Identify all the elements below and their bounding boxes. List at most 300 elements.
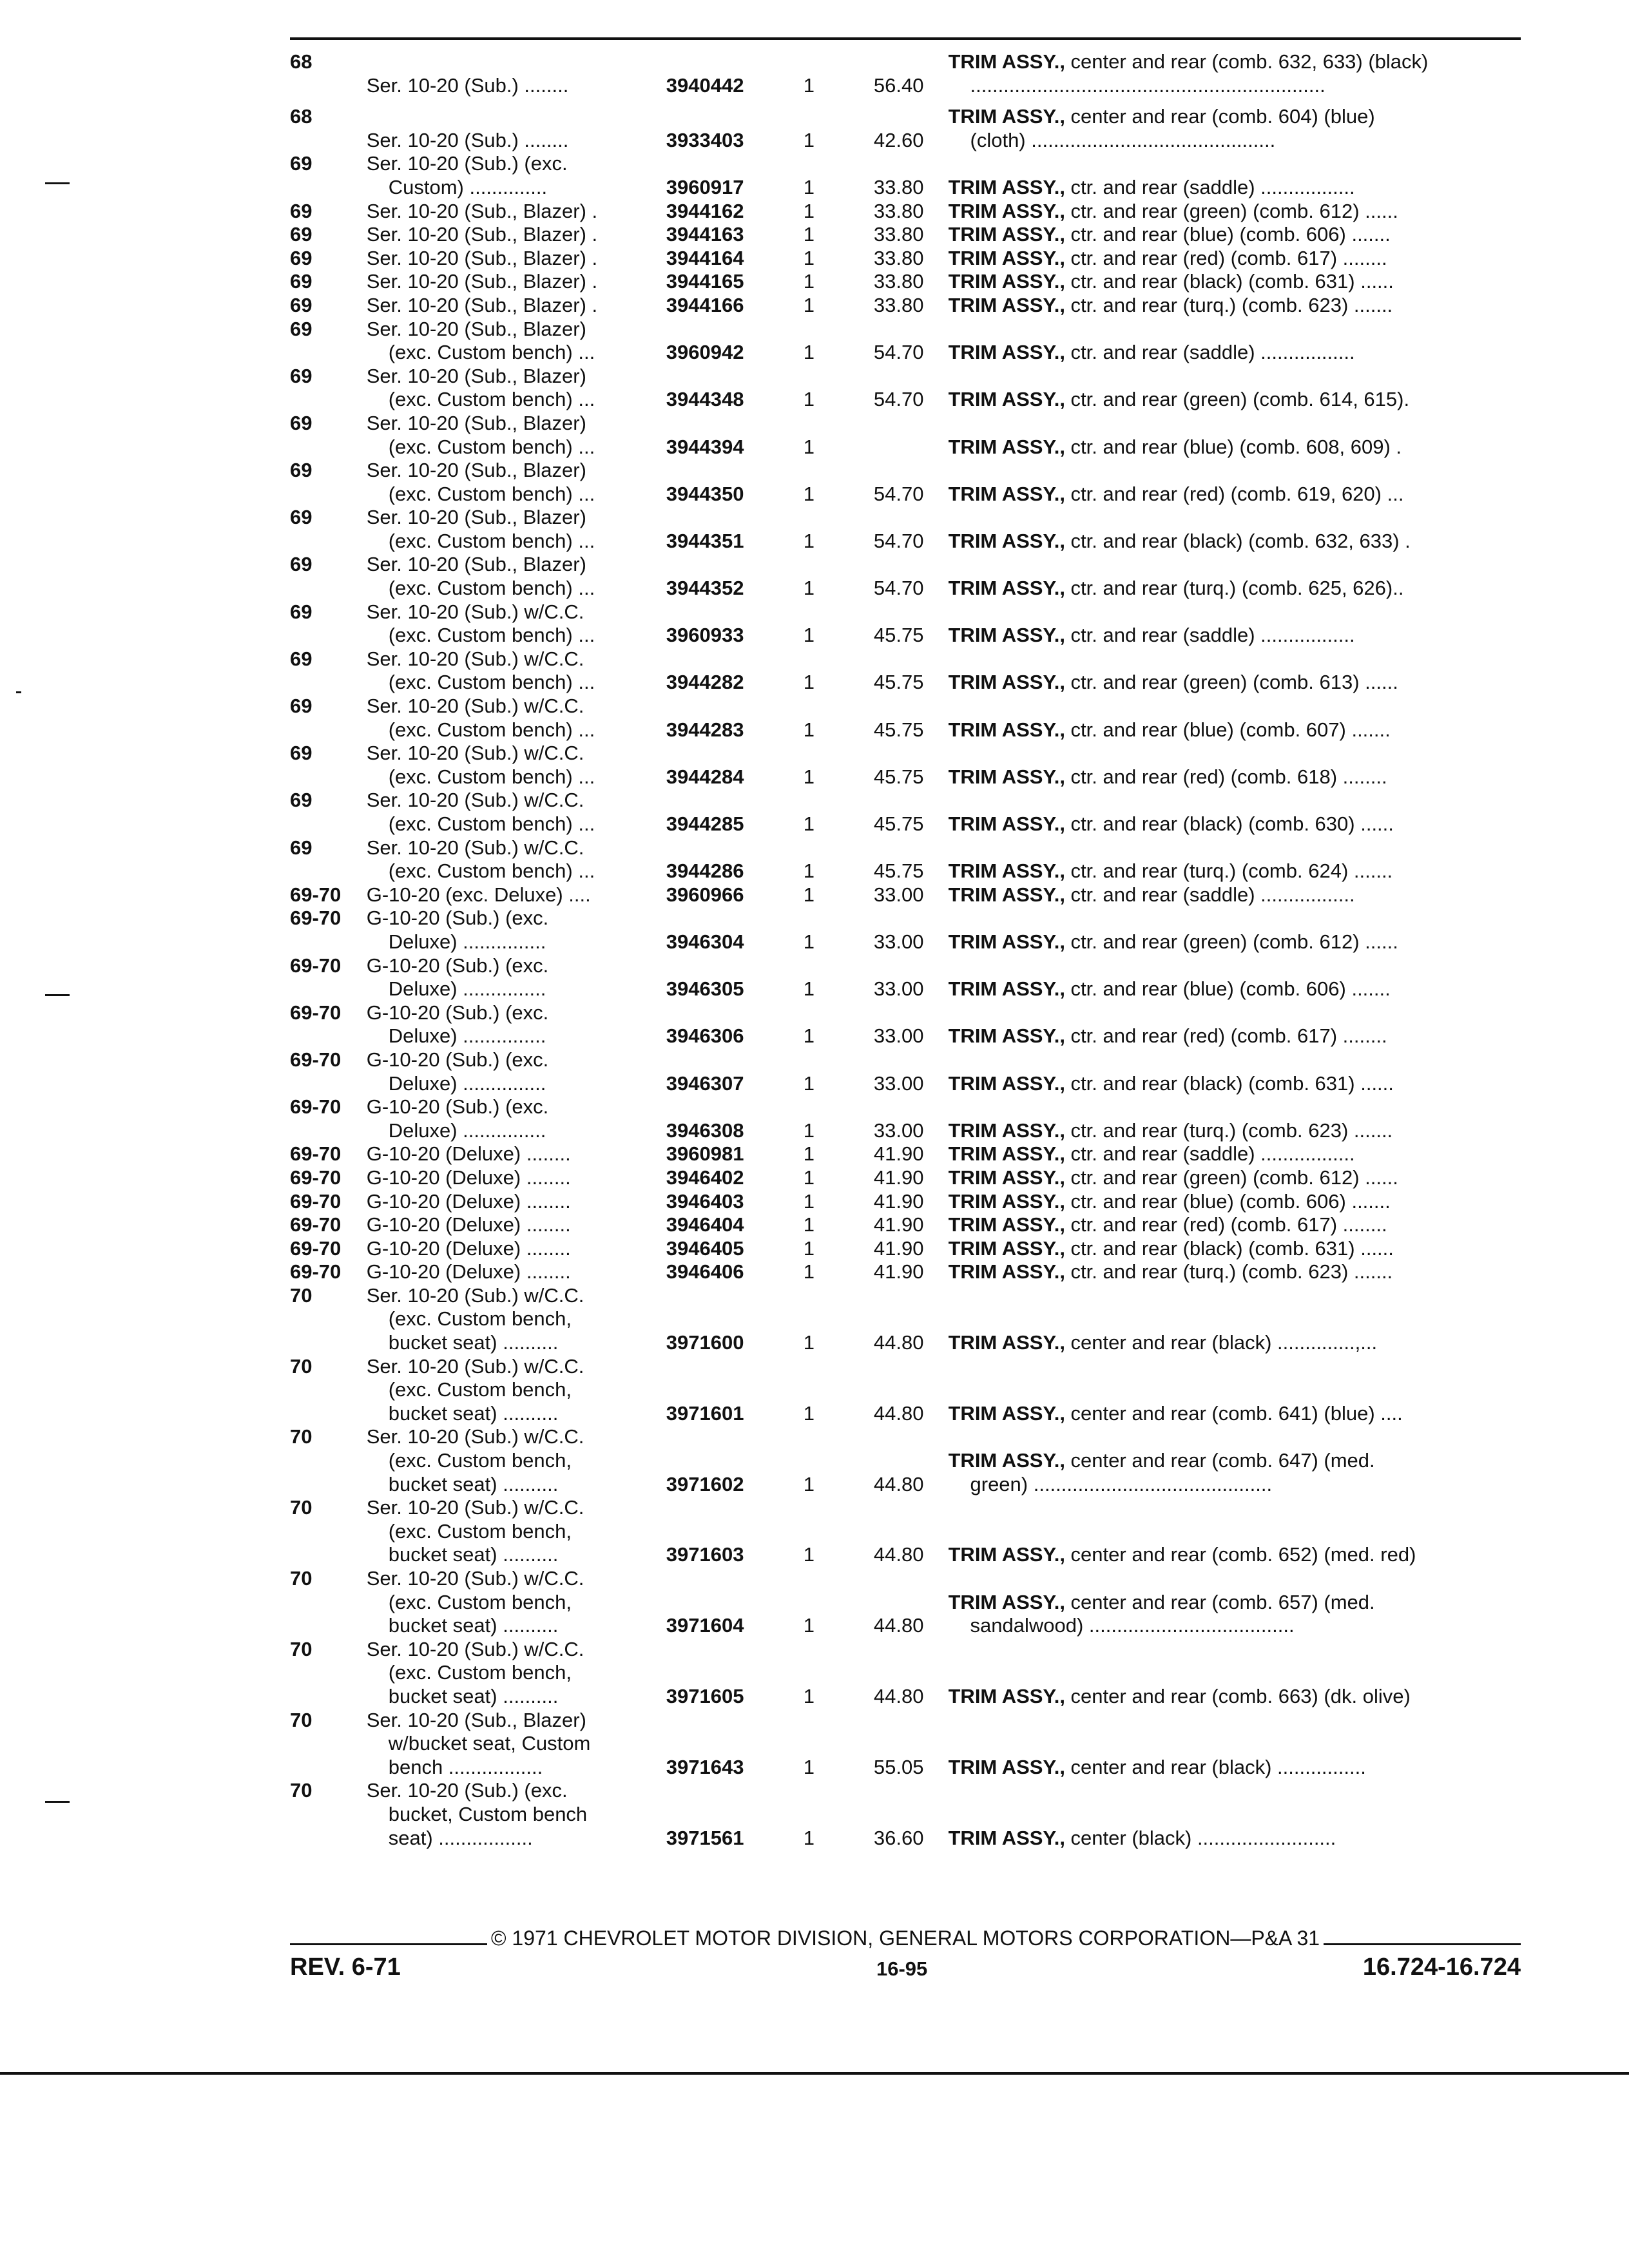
price: 54.70 <box>873 482 924 505</box>
part-description <box>949 765 1521 789</box>
quantity: 1 <box>803 435 815 458</box>
part-number: 3946404 <box>666 1213 744 1236</box>
series-line: Ser. 10-20 (Sub., Blazer) <box>366 459 586 482</box>
series-description <box>367 836 666 883</box>
table-row <box>290 506 1521 553</box>
part-number: 3971643 <box>666 1755 744 1778</box>
table-row <box>290 152 1521 199</box>
part-description <box>949 1024 1521 1048</box>
part-description <box>949 1591 1521 1638</box>
part-description <box>949 1237 1521 1261</box>
part-description <box>949 1331 1521 1355</box>
table-row <box>290 1779 1521 1850</box>
series-description <box>367 412 666 459</box>
quantity: 1 <box>803 293 815 316</box>
part-description <box>949 247 1521 271</box>
price: 45.75 <box>873 765 924 788</box>
series-description <box>367 1048 666 1095</box>
description-line: TRIM ASSY., ctr. and rear (turq.) (comb. 623) ....... <box>948 1119 1393 1142</box>
series-line: Ser. 10-20 (Sub.) w/C.C. <box>366 647 584 670</box>
part-description <box>949 176 1521 200</box>
model-year: 69-70 <box>290 907 342 930</box>
price: 41.90 <box>873 1142 924 1166</box>
series-description <box>367 1496 666 1567</box>
model-year: 69 <box>290 411 313 434</box>
table-row <box>290 742 1521 789</box>
quantity: 1 <box>803 765 815 788</box>
copyright-text: © 1971 CHEVROLET MOTOR DIVISION, GENERAL MOTORS CORPORATION—P&A 31 <box>490 1927 1320 1950</box>
series-line: bench ................. <box>388 1755 543 1778</box>
quantity: 1 <box>803 577 815 600</box>
quantity: 1 <box>803 1401 815 1425</box>
part-description <box>949 223 1521 247</box>
quantity: 1 <box>803 1260 815 1283</box>
footer-rule-right <box>1324 1943 1521 1945</box>
description-line: TRIM ASSY., ctr. and rear (turq.) (comb. 625, 626).. <box>948 577 1404 600</box>
table-row <box>290 1260 1521 1284</box>
model-year: 69-70 <box>290 954 342 977</box>
model-year: 69 <box>290 199 313 222</box>
copyright-line <box>290 1927 1521 1950</box>
description-line: TRIM ASSY., ctr. and rear (black) (comb. 631) ...... <box>948 1236 1394 1260</box>
model-year: 69 <box>290 293 313 316</box>
series-description <box>367 1142 666 1166</box>
part-number: 3946307 <box>666 1072 744 1095</box>
part-number: 3944352 <box>666 577 744 600</box>
model-year: 70 <box>290 1637 313 1660</box>
series-line: bucket seat) .......... <box>388 1472 559 1495</box>
price: 33.00 <box>873 1024 924 1048</box>
quantity: 1 <box>803 246 815 269</box>
part-number: 3946304 <box>666 930 744 953</box>
series-line: Ser. 10-20 (Sub.) w/C.C. <box>366 1637 584 1660</box>
model-year: 69-70 <box>290 1213 342 1236</box>
series-line: Ser. 10-20 (Sub.) w/C.C. <box>366 600 584 623</box>
table-row <box>290 294 1521 318</box>
part-description <box>949 294 1521 318</box>
price: 44.80 <box>873 1331 924 1354</box>
model-year: 69 <box>290 789 313 812</box>
table-row <box>290 648 1521 695</box>
series-line: G-10-20 (Sub.) (exc. <box>366 1095 549 1119</box>
table-row <box>290 1142 1521 1166</box>
model-year: 70 <box>290 1496 313 1519</box>
table-row <box>290 601 1521 648</box>
parts-list <box>290 50 1521 1850</box>
series-description <box>367 1190 666 1214</box>
quantity: 1 <box>803 1614 815 1637</box>
description-line: TRIM ASSY., ctr. and rear (green) (comb. 614, 615). <box>948 388 1410 411</box>
description-line: TRIM ASSY., center and rear (comb. 663) (dk. olive) <box>948 1684 1411 1707</box>
price: 33.00 <box>873 1072 924 1095</box>
price: 44.80 <box>873 1684 924 1707</box>
series-line: (exc. Custom bench) ... <box>388 671 595 694</box>
series-description <box>367 200 666 224</box>
description-line: (cloth) ............................................ <box>970 128 1276 151</box>
model-year: 69 <box>290 459 313 482</box>
series-line: Deluxe) ............... <box>388 1072 546 1095</box>
series-description <box>367 789 666 836</box>
table-row <box>290 223 1521 247</box>
series-description <box>367 74 666 98</box>
price: 45.75 <box>873 718 924 741</box>
series-description <box>367 459 666 506</box>
price: 41.90 <box>873 1260 924 1283</box>
series-description <box>367 1425 666 1496</box>
part-number: 3946306 <box>666 1024 744 1048</box>
quantity: 1 <box>803 930 815 953</box>
part-description <box>949 1685 1521 1709</box>
series-description <box>367 883 666 907</box>
part-description <box>949 388 1521 412</box>
description-line: TRIM ASSY., ctr. and rear (turq.) (comb. 623) ....... <box>948 293 1393 316</box>
price: 45.75 <box>873 860 924 883</box>
quantity: 1 <box>803 1119 815 1142</box>
part-number: 3940442 <box>666 73 744 97</box>
part-description <box>949 883 1521 907</box>
model-year: 69 <box>290 364 313 387</box>
series-line: (exc. Custom bench) ... <box>388 718 595 741</box>
series-line: Ser. 10-20 (Sub.) w/C.C. <box>366 695 584 718</box>
quantity: 1 <box>803 860 815 883</box>
part-description <box>949 436 1521 459</box>
part-description <box>949 1119 1521 1143</box>
description-line: TRIM ASSY., ctr. and rear (green) (comb. 612) ...... <box>948 199 1398 222</box>
quantity: 1 <box>803 73 815 97</box>
part-number: 3944166 <box>666 293 744 316</box>
part-description <box>949 200 1521 224</box>
table-row <box>290 1709 1521 1780</box>
price: 33.80 <box>873 199 924 222</box>
part-number: 3960966 <box>666 883 744 906</box>
part-number: 3971600 <box>666 1331 744 1354</box>
model-year: 69-70 <box>290 1095 342 1119</box>
table-row <box>290 883 1521 907</box>
quantity: 1 <box>803 175 815 198</box>
price: 54.70 <box>873 341 924 364</box>
series-description <box>367 365 666 412</box>
model-year: 69-70 <box>290 1189 342 1213</box>
quantity: 1 <box>803 1472 815 1495</box>
quantity: 1 <box>803 1166 815 1189</box>
description-line: TRIM ASSY., ctr. and rear (saddle) ................. <box>948 175 1355 198</box>
price: 45.75 <box>873 812 924 835</box>
table-row <box>290 1638 1521 1709</box>
series-line: (exc. Custom bench) ... <box>388 435 595 458</box>
part-number: 3960933 <box>666 624 744 647</box>
price: 54.70 <box>873 388 924 411</box>
table-row <box>290 412 1521 459</box>
part-number: 3944285 <box>666 812 744 835</box>
model-year: 69-70 <box>290 1142 342 1166</box>
table-row <box>290 459 1521 506</box>
model-year: 70 <box>290 1354 313 1378</box>
series-description <box>367 954 666 1001</box>
part-description <box>949 671 1521 695</box>
description-line: TRIM ASSY., ctr. and rear (black) (comb. 632, 633) . <box>948 529 1411 552</box>
table-row <box>290 789 1521 836</box>
description-line: TRIM ASSY., ctr. and rear (turq.) (comb. 624) ....... <box>948 860 1393 883</box>
quantity: 1 <box>803 671 815 694</box>
series-description <box>367 1638 666 1709</box>
series-description <box>367 1237 666 1261</box>
series-line: G-10-20 (Deluxe) ........ <box>366 1142 571 1166</box>
description-line: TRIM ASSY., ctr. and rear (green) (comb. 613) ...... <box>948 671 1398 694</box>
part-number: 3944348 <box>666 388 744 411</box>
series-line: G-10-20 (Deluxe) ........ <box>366 1189 571 1213</box>
price: 33.00 <box>873 883 924 906</box>
series-line: G-10-20 (Deluxe) ........ <box>366 1213 571 1236</box>
description-line: TRIM ASSY., ctr. and rear (black) (comb. 631) ...... <box>948 1072 1394 1095</box>
series-description <box>367 1567 666 1638</box>
series-description <box>367 270 666 294</box>
series-description <box>367 601 666 648</box>
series-line: Ser. 10-20 (Sub., Blazer) . <box>366 246 598 269</box>
part-description <box>949 930 1521 954</box>
part-description <box>949 624 1521 648</box>
series-line: (exc. Custom bench) ... <box>388 388 595 411</box>
quantity: 1 <box>803 1684 815 1707</box>
table-row <box>290 1355 1521 1426</box>
series-line: Deluxe) ............... <box>388 930 546 953</box>
quantity: 1 <box>803 624 815 647</box>
table-row <box>290 1190 1521 1214</box>
description-line: sandalwood) ..................................... <box>970 1614 1295 1637</box>
quantity: 1 <box>803 1024 815 1048</box>
series-line: Ser. 10-20 (Sub.) w/C.C. <box>366 1354 584 1378</box>
description-line: TRIM ASSY., center and rear (comb. 641) (blue) .... <box>948 1401 1403 1425</box>
description-line: green) ........................................... <box>970 1472 1273 1495</box>
series-line: w/bucket seat, Custom <box>388 1732 591 1755</box>
price: 41.90 <box>873 1236 924 1260</box>
series-description <box>367 648 666 695</box>
quantity: 1 <box>803 1331 815 1354</box>
series-description <box>367 318 666 365</box>
series-line: (exc. Custom bench) ... <box>388 765 595 788</box>
table-row <box>290 954 1521 1001</box>
part-description <box>949 860 1521 883</box>
part-number: 3960917 <box>666 175 744 198</box>
description-line: TRIM ASSY., center and rear (black) ................ <box>948 1755 1366 1778</box>
series-line: Ser. 10-20 (Sub., Blazer) . <box>366 223 598 246</box>
series-line: Ser. 10-20 (Sub., Blazer) <box>366 1708 586 1731</box>
series-line: Ser. 10-20 (Sub.) w/C.C. <box>366 1283 584 1307</box>
price: 44.80 <box>873 1543 924 1566</box>
series-line: seat) ................. <box>388 1826 533 1849</box>
part-description <box>949 1072 1521 1096</box>
series-description <box>367 1166 666 1190</box>
part-description <box>949 1543 1521 1567</box>
series-line: Ser. 10-20 (Sub.) ........ <box>366 128 569 151</box>
description-line: TRIM ASSY., center and rear (black) ..............,... <box>948 1331 1378 1354</box>
part-number: 3971604 <box>666 1614 744 1637</box>
price: 33.80 <box>873 175 924 198</box>
description-line: TRIM ASSY., ctr. and rear (blue) (comb. 607) ....... <box>948 718 1391 741</box>
series-line: Ser. 10-20 (Sub., Blazer) <box>366 506 586 529</box>
part-number: 3944282 <box>666 671 744 694</box>
description-line: TRIM ASSY., ctr. and rear (turq.) (comb. 623) ....... <box>948 1260 1393 1283</box>
table-row <box>290 1048 1521 1095</box>
series-line: G-10-20 (Deluxe) ........ <box>366 1236 571 1260</box>
part-description <box>949 483 1521 506</box>
part-description <box>949 530 1521 553</box>
bottom-rule <box>0 2072 1629 2075</box>
table-row <box>290 1237 1521 1261</box>
price: 42.60 <box>873 128 924 151</box>
quantity: 1 <box>803 977 815 1001</box>
part-number: 3971602 <box>666 1472 744 1495</box>
part-description <box>949 1260 1521 1284</box>
table-row <box>290 270 1521 294</box>
part-number: 3960942 <box>666 341 744 364</box>
series-line: G-10-20 (Deluxe) ........ <box>366 1260 571 1283</box>
part-description <box>949 50 1521 97</box>
description-line: TRIM ASSY., ctr. and rear (saddle) ................. <box>948 883 1355 906</box>
model-year: 69-70 <box>290 1260 342 1283</box>
part-description <box>949 718 1521 742</box>
quantity: 1 <box>803 128 815 151</box>
quantity: 1 <box>803 1213 815 1236</box>
part-number: 3946308 <box>666 1119 744 1142</box>
part-number: 3971601 <box>666 1401 744 1425</box>
part-description <box>949 1449 1521 1496</box>
series-description <box>367 1709 666 1780</box>
table-row <box>290 1166 1521 1190</box>
description-line: TRIM ASSY., ctr. and rear (saddle) ................. <box>948 341 1355 364</box>
table-row <box>290 1425 1521 1496</box>
model-year: 69 <box>290 246 313 269</box>
series-line: Ser. 10-20 (Sub., Blazer) . <box>366 270 598 293</box>
model-year: 69-70 <box>290 883 342 906</box>
table-row <box>290 836 1521 883</box>
series-line: (exc. Custom bench) ... <box>388 860 595 883</box>
series-line: bucket seat) .......... <box>388 1543 559 1566</box>
table-row <box>290 553 1521 600</box>
series-line: Ser. 10-20 (Sub.) w/C.C. <box>366 789 584 812</box>
model-year: 69 <box>290 742 313 765</box>
description-line: TRIM ASSY., ctr. and rear (red) (comb. 619, 620) ... <box>948 482 1404 505</box>
description-line: TRIM ASSY., center and rear (comb. 604) (blue) <box>948 105 1375 128</box>
series-line: G-10-20 (exc. Deluxe) .... <box>366 883 591 906</box>
series-line: Ser. 10-20 (Sub., Blazer) <box>366 317 586 340</box>
part-number: 3946305 <box>666 977 744 1001</box>
part-description <box>949 977 1521 1001</box>
series-line: Ser. 10-20 (Sub.) w/C.C. <box>366 836 584 859</box>
table-row <box>290 200 1521 224</box>
part-description <box>949 1213 1521 1237</box>
model-year: 70 <box>290 1708 313 1731</box>
quantity: 1 <box>803 388 815 411</box>
series-line: bucket seat) .......... <box>388 1684 559 1707</box>
part-number: 3944164 <box>666 246 744 269</box>
quantity: 1 <box>803 1543 815 1566</box>
part-description <box>949 812 1521 836</box>
model-year: 69 <box>290 647 313 670</box>
series-description <box>367 1213 666 1237</box>
series-description <box>367 294 666 318</box>
series-line: Ser. 10-20 (Sub., Blazer) . <box>366 199 598 222</box>
quantity: 1 <box>803 883 815 906</box>
description-line: TRIM ASSY., ctr. and rear (red) (comb. 617) ........ <box>948 246 1387 269</box>
description-line: TRIM ASSY., ctr. and rear (red) (comb. 617) ........ <box>948 1024 1387 1048</box>
part-number: 3971603 <box>666 1543 744 1566</box>
margin-mark <box>45 994 70 996</box>
series-description <box>367 1284 666 1355</box>
series-description <box>367 1779 666 1850</box>
part-description <box>949 270 1521 294</box>
description-line: TRIM ASSY., center and rear (comb. 647) (med. <box>948 1449 1375 1472</box>
price: 44.80 <box>873 1614 924 1637</box>
series-line: Ser. 10-20 (Sub.) (exc. <box>366 152 568 175</box>
price: 41.90 <box>873 1166 924 1189</box>
part-number: 3946406 <box>666 1260 744 1283</box>
series-line: Ser. 10-20 (Sub.) w/C.C. <box>366 742 584 765</box>
description-line: TRIM ASSY., center and rear (comb. 652) (med. red) <box>948 1543 1416 1566</box>
part-description <box>949 1166 1521 1190</box>
price: 36.60 <box>873 1826 924 1849</box>
series-line: bucket seat) .......... <box>388 1331 559 1354</box>
series-description <box>367 152 666 199</box>
part-number: 3933403 <box>666 128 744 151</box>
table-row <box>290 1567 1521 1638</box>
margin-mark <box>16 691 21 693</box>
model-year: 68 <box>290 50 313 73</box>
model-year: 69 <box>290 223 313 246</box>
price: 33.80 <box>873 246 924 269</box>
model-year: 69 <box>290 506 313 529</box>
model-year: 69 <box>290 695 313 718</box>
part-description <box>949 1142 1521 1166</box>
series-line: bucket seat) .......... <box>388 1401 559 1425</box>
price: 44.80 <box>873 1401 924 1425</box>
series-line: G-10-20 (Sub.) (exc. <box>366 1048 549 1071</box>
quantity: 1 <box>803 529 815 552</box>
quantity: 1 <box>803 1826 815 1849</box>
table-row <box>290 1095 1521 1142</box>
part-number: 3946403 <box>666 1189 744 1213</box>
part-number: 3944351 <box>666 529 744 552</box>
price: 33.00 <box>873 977 924 1001</box>
description-line: TRIM ASSY., center (black) ......................... <box>948 1826 1336 1849</box>
price: 33.00 <box>873 930 924 953</box>
series-line: Deluxe) ............... <box>388 1024 546 1048</box>
series-line: Deluxe) ............... <box>388 977 546 1001</box>
quantity: 1 <box>803 812 815 835</box>
series-line: (exc. Custom bench) ... <box>388 577 595 600</box>
series-line: Custom) .............. <box>388 175 548 198</box>
part-number: 3946402 <box>666 1166 744 1189</box>
series-line: Deluxe) ............... <box>388 1119 546 1142</box>
part-description <box>949 341 1521 365</box>
description-line: TRIM ASSY., ctr. and rear (blue) (comb. 606) ....... <box>948 977 1391 1001</box>
series-description <box>367 1095 666 1142</box>
quantity: 1 <box>803 223 815 246</box>
part-number: 3971605 <box>666 1684 744 1707</box>
table-row <box>290 695 1521 742</box>
price: 54.70 <box>873 529 924 552</box>
group-code: 16.724-16.724 <box>1362 1954 1521 1981</box>
part-number: 3944394 <box>666 435 744 458</box>
series-description <box>367 129 666 153</box>
series-line: (exc. Custom bench) ... <box>388 341 595 364</box>
series-line: G-10-20 (Sub.) (exc. <box>366 1001 549 1024</box>
model-year: 70 <box>290 1283 313 1307</box>
model-year: 69-70 <box>290 1048 342 1071</box>
series-description <box>367 247 666 271</box>
series-line: (exc. Custom bench, <box>388 1590 572 1613</box>
part-number: 3960981 <box>666 1142 744 1166</box>
description-line: TRIM ASSY., center and rear (comb. 657) (med. <box>948 1590 1375 1613</box>
